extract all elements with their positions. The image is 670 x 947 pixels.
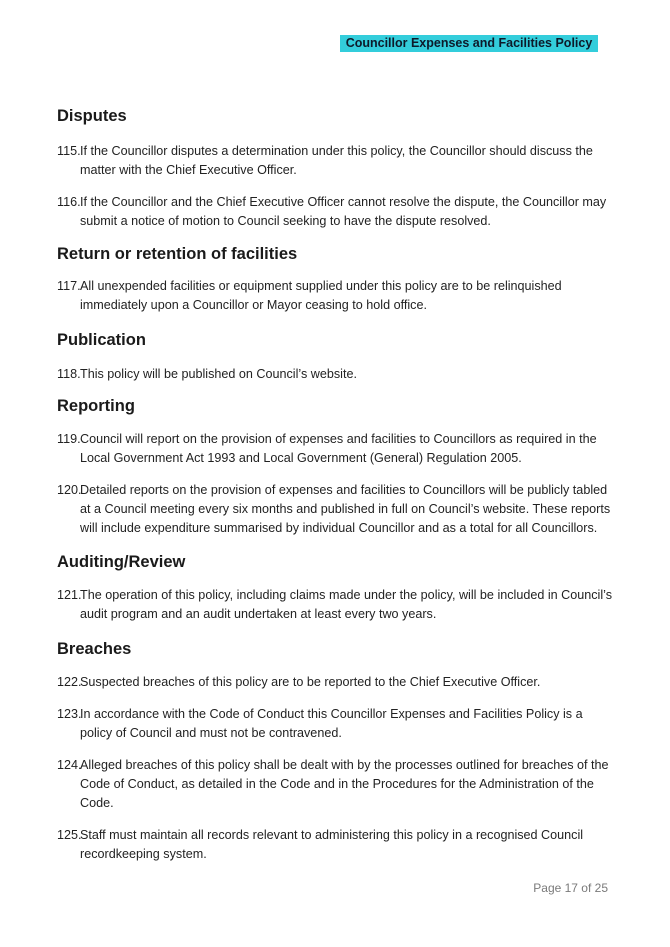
clause-text: In accordance with the Code of Conduct this Councillor Expenses and Facilities Policy is a policy of Council and must not be contravened. — [80, 707, 583, 740]
section-heading-disputes: Disputes — [57, 107, 127, 125]
clause-number: 122. — [57, 675, 82, 689]
section-heading-breaches: Breaches — [57, 640, 132, 658]
clause-number: 120. — [57, 483, 82, 497]
clause-117 — [57, 277, 613, 315]
clause-number: 118. — [57, 367, 81, 381]
clause-text: All unexpended facilities or equipment supplied under this policy are to be relinquished immediately upon a Councillor or Mayor ceasing to hold office. — [80, 279, 562, 312]
document-body — [57, 105, 613, 864]
clause-122 — [57, 673, 613, 692]
clause-text: Suspected breaches of this policy are to be reported to the Chief Executive Officer. — [80, 675, 541, 689]
clause-text: If the Councillor and the Chief Executive Officer cannot resolve the dispute, the Councillor may submit a notice of motion to Council seeking to have the dispute resolved. — [80, 195, 607, 228]
clause-number: 115. — [57, 144, 81, 158]
clause-125 — [57, 826, 613, 864]
section-heading-reporting: Reporting — [57, 397, 135, 415]
clause-number: 125. — [57, 828, 82, 842]
clause-124 — [57, 756, 613, 813]
clause-115 — [57, 142, 613, 180]
clause-text: Staff must maintain all records relevant to administering this policy in a recognised Council recordkeeping system. — [80, 828, 584, 861]
clause-text: Detailed reports on the provision of expenses and facilities to Councillors will be publicly tabled at a Council meeting every six months and published in full on Council’s website. These reports will include expenditure summarised by individual Councillor and as a total for all Councillors. — [80, 483, 611, 535]
clause-121 — [57, 586, 613, 624]
section-heading-publication: Publication — [57, 331, 146, 349]
clause-number: 124. — [57, 758, 82, 772]
clause-text: Alleged breaches of this policy shall be dealt with by the processes outlined for breaches of the Code of Conduct, as detailed in the Code and in the Procedures for the Administration of the Code. — [80, 758, 609, 810]
section-heading-return-or-retention: Return or retention of facilities — [57, 245, 298, 263]
clause-text: This policy will be published on Council’s website. — [80, 367, 357, 381]
clause-120 — [57, 481, 613, 538]
clause-123 — [57, 705, 613, 743]
clause-text: If the Councillor disputes a determination under this policy, the Councillor should discuss the matter with the Chief Executive Officer. — [80, 144, 593, 177]
clause-number: 117. — [57, 279, 81, 293]
section-heading-auditing-review: Auditing/Review — [57, 553, 186, 571]
document-header-title: Councillor Expenses and Facilities Policy — [340, 35, 598, 52]
clause-number: 119. — [57, 432, 81, 446]
clause-text: Council will report on the provision of expenses and facilities to Councillors as required in the Local Government Act 1993 and Local Government (General) Regulation 2005. — [80, 432, 597, 465]
clause-118 — [57, 365, 613, 384]
clause-number: 116. — [57, 195, 81, 209]
clause-number: 123. — [57, 707, 82, 721]
page-number: Page 17 of 25 — [533, 881, 608, 895]
clause-119 — [57, 430, 613, 468]
clause-text: The operation of this policy, including claims made under the policy, will be included in Council’s audit program and an audit undertaken at least every two years. — [80, 588, 613, 621]
clause-number: 121. — [57, 588, 82, 602]
clause-116 — [57, 193, 613, 231]
